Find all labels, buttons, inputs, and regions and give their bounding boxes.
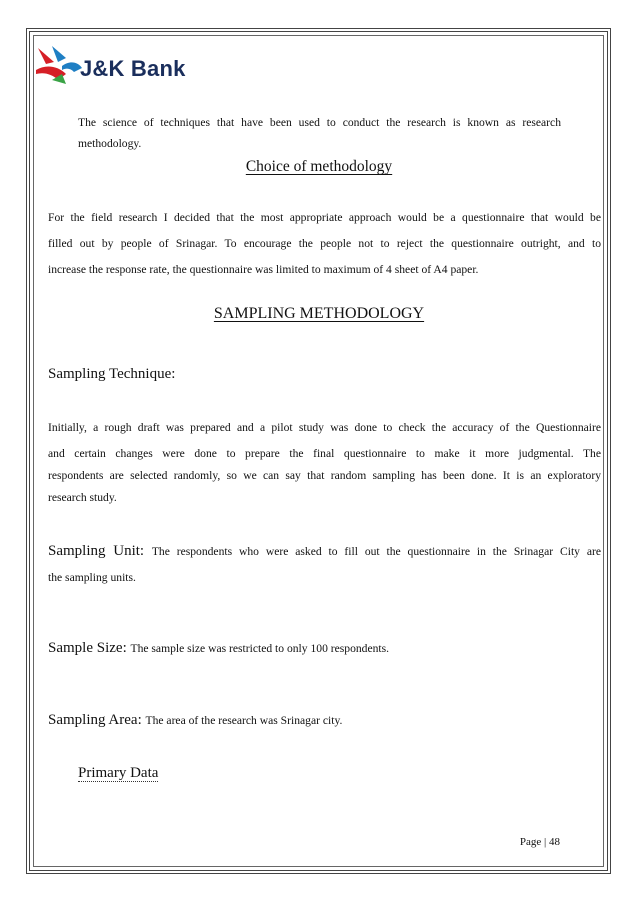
choice-heading: Choice of methodology xyxy=(245,158,393,175)
choice-line-2: filled out by people of Srinagar. To encourage the people not to reject the questionnaire outright, and to xyxy=(48,237,601,250)
logo-text: J&K Bank xyxy=(80,56,186,81)
primary-data-heading: Primary Data xyxy=(78,765,159,781)
sampling-area-line: Sampling Area: The area of the research was Srinagar city. xyxy=(48,712,343,728)
technique-line-4: research study. xyxy=(48,491,117,504)
sampling-unit-line-1: Sampling Unit: The respondents who were asked to fill out the questionnaire in the Srinagar City are xyxy=(48,543,602,559)
page-number: Page | 48 xyxy=(519,836,560,848)
sampling-methodology-heading: SAMPLING METHODOLOGY xyxy=(213,305,425,322)
sample-size-line: Sample Size: The sample size was restricted to only 100 respondents. xyxy=(48,640,390,656)
sampling-technique-label: Sampling Technique: xyxy=(48,366,176,382)
sampling-unit-line-2: the sampling units. xyxy=(48,571,136,584)
technique-line-3: respondents are selected randomly, so we can say that random sampling has been done. It is an exploratory xyxy=(48,469,601,482)
technique-line-2: and certain changes were done to prepare the final questionnaire to make it more judgmental. The xyxy=(48,447,601,460)
intro-line-1: The science of techniques that have been used to conduct the research is known as research xyxy=(78,116,561,129)
choice-line-1: For the field research I decided that the most appropriate approach would be a questionnaire that would be xyxy=(48,211,601,224)
intro-line-2: methodology. xyxy=(78,137,142,150)
choice-line-3: increase the response rate, the questionnaire was limited to maximum of 4 sheet of A4 paper. xyxy=(48,263,479,276)
technique-line-1: Initially, a rough draft was prepared and a pilot study was done to check the accuracy of the Questionnaire xyxy=(48,421,601,434)
